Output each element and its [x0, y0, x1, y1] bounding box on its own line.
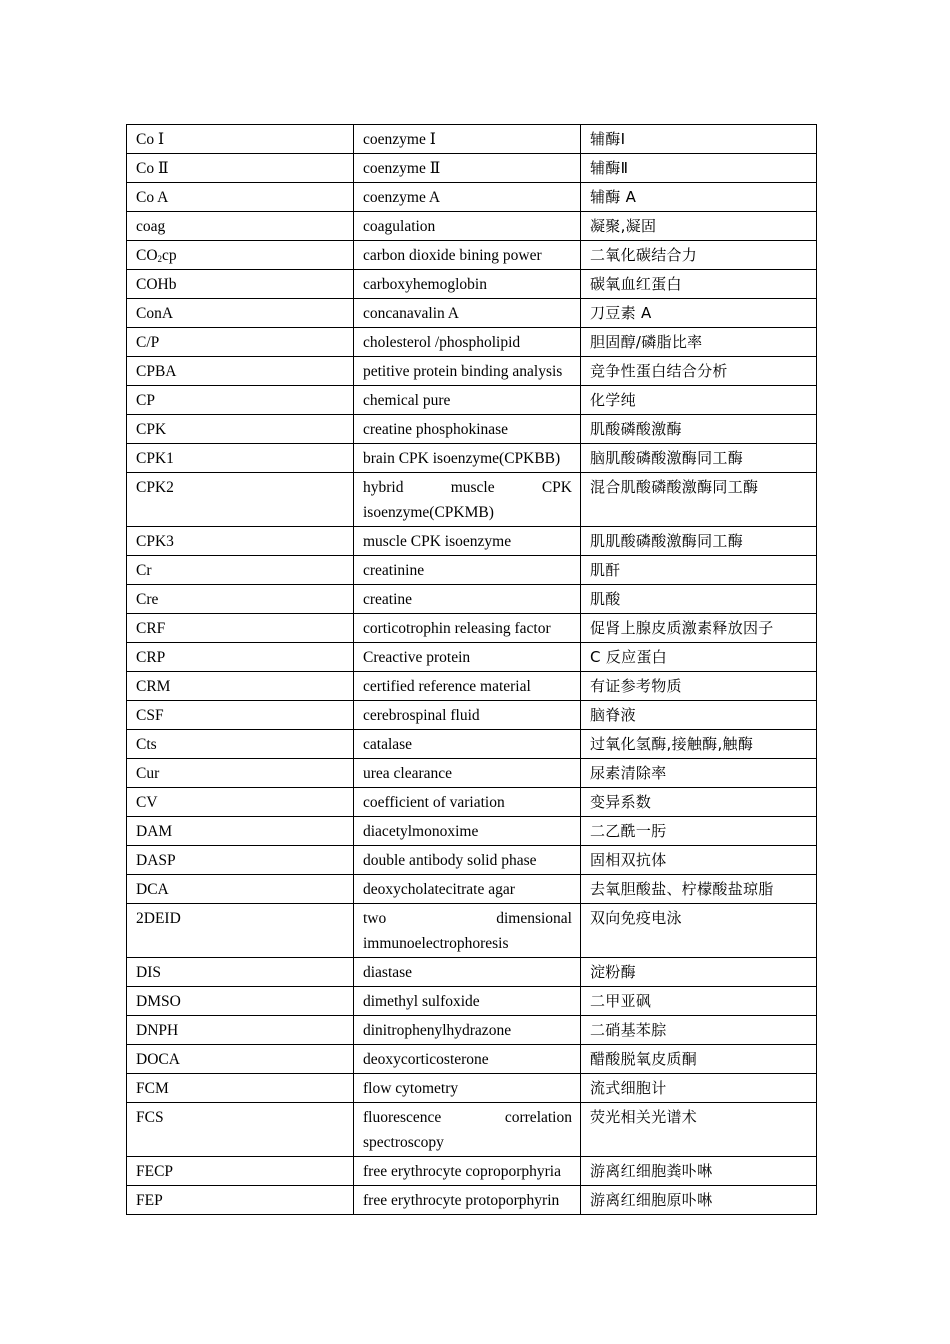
english-term-cell: creatine: [354, 585, 581, 614]
english-term-cell: flow cytometry: [354, 1074, 581, 1103]
table-row: [127, 527, 817, 556]
chinese-term-cell: 游离红细胞粪卟啉: [581, 1157, 817, 1186]
english-term-cell: free erythrocyte protoporphyrin: [354, 1186, 581, 1215]
english-term-cell: creatine phosphokinase: [354, 415, 581, 444]
abbr-cell: DNPH: [127, 1016, 354, 1045]
chinese-term-cell: 荧光相关光谱术: [581, 1103, 817, 1157]
table-row: [127, 125, 817, 154]
english-term-cell: certified reference material: [354, 672, 581, 701]
english-term-cell: catalase: [354, 730, 581, 759]
english-term-cell: diastase: [354, 958, 581, 987]
abbr-cell: CP: [127, 386, 354, 415]
english-term-cell: Creactive protein: [354, 643, 581, 672]
chinese-term-cell: 二甲亚砜: [581, 987, 817, 1016]
chinese-term-cell: 辅酶 A: [581, 183, 817, 212]
table-row: [127, 730, 817, 759]
table-row: [127, 386, 817, 415]
abbr-cell: Cur: [127, 759, 354, 788]
table-row: [127, 817, 817, 846]
english-term-cell: deoxycholatecitrate agar: [354, 875, 581, 904]
abbr-cell: Co A: [127, 183, 354, 212]
table-row: [127, 1074, 817, 1103]
table-row: [127, 987, 817, 1016]
chinese-term-cell: 肌肌酸磷酸激酶同工酶: [581, 527, 817, 556]
chinese-term-cell: 二乙酰一肟: [581, 817, 817, 846]
abbr-cell: DASP: [127, 846, 354, 875]
abbr-cell: CV: [127, 788, 354, 817]
table-row: [127, 270, 817, 299]
table-row: [127, 1157, 817, 1186]
chinese-term-cell: 去氧胆酸盐、柠檬酸盐琼脂: [581, 875, 817, 904]
english-term-cell: two dimensional immunoelectrophoresis: [354, 904, 581, 958]
chinese-term-cell: 凝聚,凝固: [581, 212, 817, 241]
abbr-cell: DMSO: [127, 987, 354, 1016]
english-term-cell: concanavalin A: [354, 299, 581, 328]
table-row: [127, 701, 817, 730]
english-term-cell: diacetylmonoxime: [354, 817, 581, 846]
chinese-term-cell: 肌酸磷酸激酶: [581, 415, 817, 444]
chinese-term-cell: 辅酶Ⅱ: [581, 154, 817, 183]
table-row: [127, 1045, 817, 1074]
table-row: [127, 299, 817, 328]
abbr-cell: CPK2: [127, 473, 354, 527]
chinese-term-cell: 化学纯: [581, 386, 817, 415]
table-row: [127, 672, 817, 701]
table-row: [127, 904, 817, 958]
chinese-term-cell: 二硝基苯腙: [581, 1016, 817, 1045]
abbr-text: CO: [136, 247, 158, 264]
chinese-term-cell: 混合肌酸磷酸激酶同工酶: [581, 473, 817, 527]
english-term-cell: creatinine: [354, 556, 581, 585]
chinese-term-cell: 二氧化碳结合力: [581, 241, 817, 270]
abbr-cell: Co Ⅰ: [127, 125, 354, 154]
abbr-cell: CPK3: [127, 527, 354, 556]
abbr-cell: CPK1: [127, 444, 354, 473]
english-term-cell: urea clearance: [354, 759, 581, 788]
table-row: [127, 183, 817, 212]
chinese-term-cell: 变异系数: [581, 788, 817, 817]
table-row: [127, 1186, 817, 1215]
abbreviation-table-body: [127, 125, 817, 1215]
english-term-cell: corticotrophin releasing factor: [354, 614, 581, 643]
english-term-cell: coenzyme Ⅱ: [354, 154, 581, 183]
abbr-cell: CSF: [127, 701, 354, 730]
chinese-term-cell: 尿素清除率: [581, 759, 817, 788]
abbr-cell: C/P: [127, 328, 354, 357]
english-term-cell: chemical pure: [354, 386, 581, 415]
table-row: [127, 328, 817, 357]
chinese-term-cell: 淀粉酶: [581, 958, 817, 987]
abbr-cell: Cr: [127, 556, 354, 585]
chinese-term-cell: 有证参考物质: [581, 672, 817, 701]
abbr-cell: CPK: [127, 415, 354, 444]
abbr-cell: Cts: [127, 730, 354, 759]
english-term-cell: brain CPK isoenzyme(CPKBB): [354, 444, 581, 473]
table-row: [127, 212, 817, 241]
chinese-term-cell: 固相双抗体: [581, 846, 817, 875]
english-term-cell: double antibody solid phase: [354, 846, 581, 875]
table-row: [127, 643, 817, 672]
abbr-cell: CRF: [127, 614, 354, 643]
abbr-subscript: 2: [157, 254, 163, 264]
english-term-cell: fluorescence correlation spectroscopy: [354, 1103, 581, 1157]
english-term-cell: coagulation: [354, 212, 581, 241]
chinese-term-cell: 游离红细胞原卟啉: [581, 1186, 817, 1215]
abbr-cell: DOCA: [127, 1045, 354, 1074]
abbr-cell: ConA: [127, 299, 354, 328]
chinese-term-cell: 竞争性蛋白结合分析: [581, 357, 817, 386]
chinese-term-cell: 肌酐: [581, 556, 817, 585]
table-row: [127, 958, 817, 987]
chinese-term-cell: 胆固醇/磷脂比率: [581, 328, 817, 357]
abbr-cell: coag: [127, 212, 354, 241]
english-term-cell: petitive protein binding analysis: [354, 357, 581, 386]
table-row: [127, 556, 817, 585]
chinese-term-cell: 肌酸: [581, 585, 817, 614]
abbr-cell: Cre: [127, 585, 354, 614]
english-term-cell: coenzyme A: [354, 183, 581, 212]
table-row: [127, 1016, 817, 1045]
abbr-cell: FCS: [127, 1103, 354, 1157]
abbr-cell: FEP: [127, 1186, 354, 1215]
chinese-term-cell: 过氧化氢酶,接触酶,触酶: [581, 730, 817, 759]
table-row: [127, 759, 817, 788]
table-row: [127, 1103, 817, 1157]
english-term-cell: deoxycorticosterone: [354, 1045, 581, 1074]
abbr-cell: Co Ⅱ: [127, 154, 354, 183]
abbr-cell: [127, 241, 354, 270]
chinese-term-cell: 流式细胞计: [581, 1074, 817, 1103]
table-row: [127, 415, 817, 444]
table-row: [127, 444, 817, 473]
table-row: [127, 154, 817, 183]
english-term-cell: dinitrophenylhydrazone: [354, 1016, 581, 1045]
chinese-term-cell: 醋酸脱氧皮质酮: [581, 1045, 817, 1074]
chinese-term-cell: 脑脊液: [581, 701, 817, 730]
abbr-cell: DIS: [127, 958, 354, 987]
chinese-term-cell: 双向免疫电泳: [581, 904, 817, 958]
abbr-cell: CRM: [127, 672, 354, 701]
table-row: [127, 585, 817, 614]
abbr-cell: FCM: [127, 1074, 354, 1103]
english-term-cell: carboxyhemoglobin: [354, 270, 581, 299]
document-page: [126, 124, 816, 1215]
table-row: [127, 614, 817, 643]
abbr-cell: FECP: [127, 1157, 354, 1186]
english-term-cell: hybrid muscle CPK isoenzyme(CPKMB): [354, 473, 581, 527]
english-term-cell: free erythrocyte coproporphyria: [354, 1157, 581, 1186]
chinese-term-cell: 脑肌酸磷酸激酶同工酶: [581, 444, 817, 473]
english-term-cell: cholesterol /phospholipid: [354, 328, 581, 357]
abbr-cell: CRP: [127, 643, 354, 672]
table-row: [127, 846, 817, 875]
chinese-term-cell: 碳氧血红蛋白: [581, 270, 817, 299]
english-term-cell: dimethyl sulfoxide: [354, 987, 581, 1016]
english-term-cell: coefficient of variation: [354, 788, 581, 817]
english-term-cell: cerebrospinal fluid: [354, 701, 581, 730]
table-row: [127, 357, 817, 386]
english-term-cell: carbon dioxide bining power: [354, 241, 581, 270]
table-row: [127, 788, 817, 817]
abbr-cell: COHb: [127, 270, 354, 299]
abbreviation-table: [126, 124, 817, 1215]
abbr-cell: DCA: [127, 875, 354, 904]
english-term-cell: muscle CPK isoenzyme: [354, 527, 581, 556]
abbr-cell: CPBA: [127, 357, 354, 386]
abbr-cell: DAM: [127, 817, 354, 846]
table-row: [127, 473, 817, 527]
table-row: [127, 875, 817, 904]
chinese-term-cell: 促肾上腺皮质激素释放因子: [581, 614, 817, 643]
table-row: [127, 241, 817, 270]
english-term-cell: coenzyme Ⅰ: [354, 125, 581, 154]
chinese-term-cell: C 反应蛋白: [581, 643, 817, 672]
chinese-term-cell: 辅酶Ⅰ: [581, 125, 817, 154]
abbr-cell: 2DEID: [127, 904, 354, 958]
abbr-text: cp: [162, 247, 177, 264]
chinese-term-cell: 刀豆素 A: [581, 299, 817, 328]
